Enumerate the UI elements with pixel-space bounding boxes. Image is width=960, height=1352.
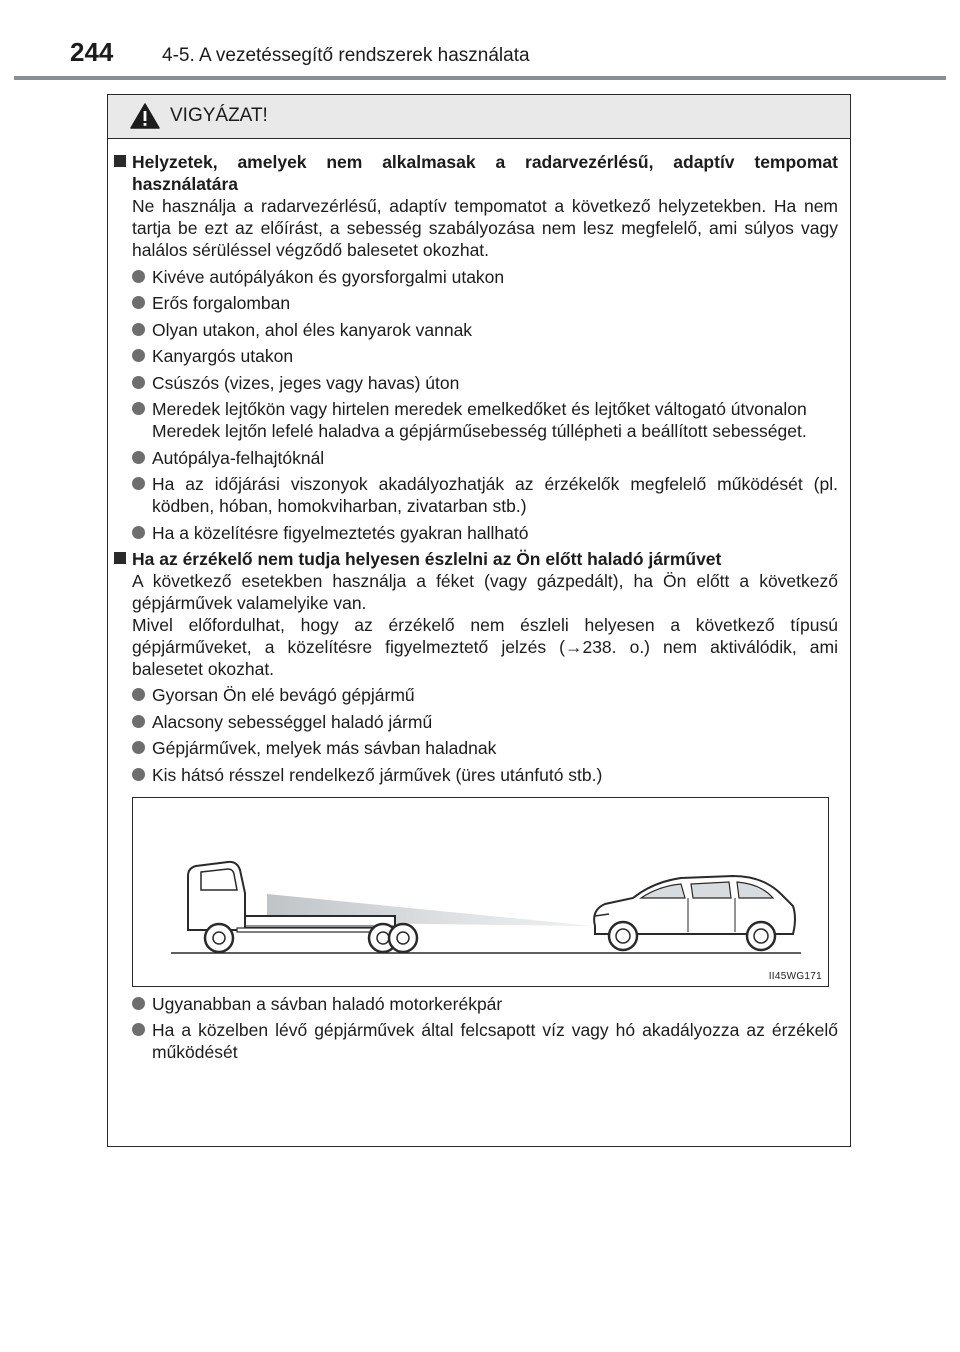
bullet-dot: [132, 349, 145, 362]
section-heading: Helyzetek, amelyek nem alkalmasak a radarvezérlésű, adaptív tempomat használatára: [132, 152, 838, 194]
truck-window: [201, 869, 237, 890]
list-item-text: Autópálya-felhajtóknál: [152, 447, 325, 468]
list-item: [132, 1019, 838, 1063]
list-item: [132, 684, 838, 706]
section-paragraph: Mivel előfordulhat, hogy az érzékelő nem észleli helyesen a következő típusú gépjárműveket, a közelítésre figyelmeztető jelzés (→238. o.) nem aktiválódik, ami balesetet okozhat.: [132, 614, 838, 679]
warning-triangle-icon: [130, 103, 160, 129]
list-item-text: Ha a közelítésre figyelmeztetés gyakran hallható: [152, 522, 529, 543]
list-item-text: Gépjárművek, melyek más sávban haladnak: [152, 738, 497, 758]
bullet-dot: [132, 451, 145, 464]
list-item: [132, 292, 838, 314]
bullet-dot: [132, 715, 145, 728]
page-number: 244: [70, 37, 114, 67]
section-square-bullet: [114, 552, 126, 564]
section-unsuitable-situations: [108, 151, 852, 544]
bullet-dot: [132, 768, 145, 781]
bullet-list: [132, 993, 838, 1064]
bullet-dot: [132, 323, 145, 336]
warning-content: [108, 151, 852, 1063]
list-item-text: Csúszós (vizes, jeges vagy havas) úton: [152, 372, 460, 393]
bullet-dot: [132, 688, 145, 701]
section-heading: Ha az érzékelő nem tudja helyesen észlelni az Ön előtt haladó járművet: [132, 548, 722, 569]
figure-id: II45WG171: [768, 970, 822, 982]
section-title: 4-5. A vezetéssegítő rendszerek használata: [162, 45, 530, 66]
list-item-text: Olyan utakon, ahol éles kanyarok vannak: [152, 319, 473, 340]
car-window-mid: [691, 882, 731, 898]
section-paragraph: A következő esetekben használja a féket (vagy gázpedált), ha Ön előtt a következő gépjárművek valamelyike van.: [132, 570, 838, 613]
bullet-dot: [132, 997, 145, 1010]
warning-header: [108, 95, 850, 139]
list-item-text: Kis hátsó résszel rendelkező járművek (üres utánfutó stb.): [152, 764, 603, 785]
list-item: [132, 372, 838, 394]
list-item: [132, 319, 838, 341]
list-item: [132, 993, 838, 1015]
bullet-dot: [132, 477, 145, 490]
truck-chassis: [237, 928, 377, 932]
list-item-text: Alacsony sebességgel haladó jármű: [152, 711, 433, 732]
bullet-dot: [132, 402, 145, 415]
list-item: [132, 398, 838, 442]
list-item: [132, 522, 838, 544]
list-item-text: Kivéve autópályákon és gyorsforgalmi utakon: [152, 266, 505, 287]
warning-title: VIGYÁZAT!: [170, 105, 268, 126]
list-item: [132, 345, 838, 367]
illustration-truck-and-car: [132, 797, 829, 987]
list-item-text: Meredek lejtőkön vagy hirtelen meredek emelkedőket és lejtőket váltogató útvonalon: [152, 399, 807, 419]
list-item-note: Meredek lejtőn lefelé haladva a gépjárműsebesség túllépheti a beállított sebességet.: [152, 421, 807, 441]
bullet-dot: [132, 526, 145, 539]
section-paragraph: Ne használja a radarvezérlésű, adaptív tempomatot a következő helyzetekben. Ha nem tartja be ezt az előírást, a sebesség szabályozása nem lesz megfelelő, ami súlyos vagy halálos sérüléssel végződő balesetet okozhat.: [132, 196, 838, 260]
section-detection-issues: [108, 548, 852, 1064]
list-item: [132, 737, 838, 759]
bullet-dot: [132, 270, 145, 283]
list-item-text: Ha a közelben lévő gépjárművek által felcsapott víz vagy hó akadályozza az érzékelő működését: [152, 1020, 838, 1062]
bullet-dot: [132, 376, 145, 389]
warning-box: [107, 94, 851, 1147]
section-square-bullet: [114, 155, 126, 167]
page-header: [0, 0, 960, 80]
list-item-text: Erős forgalomban: [152, 293, 291, 313]
header-rule: [14, 76, 946, 80]
list-item: [132, 266, 838, 288]
list-item: [132, 764, 838, 786]
bullet-list: [132, 684, 838, 786]
bullet-dot: [132, 296, 145, 309]
list-item: [132, 711, 838, 733]
list-item-text: Ha az időjárási viszonyok akadályozhatják az érzékelők megfelelő működését (pl. ködben, hóban, homokviharban, zivatarban stb.): [152, 474, 838, 516]
bullet-dot: [132, 1023, 145, 1036]
illustration-drawing: [133, 798, 830, 988]
list-item: [132, 473, 838, 517]
bullet-dot: [132, 741, 145, 754]
list-item-text: Kanyargós utakon: [152, 346, 294, 366]
list-item: [132, 447, 838, 469]
list-item-text: Gyorsan Ön elé bevágó gépjármű: [152, 685, 415, 705]
bullet-list: [132, 266, 838, 544]
list-item-text: Ugyanabban a sávban haladó motorkerékpár: [152, 993, 503, 1014]
